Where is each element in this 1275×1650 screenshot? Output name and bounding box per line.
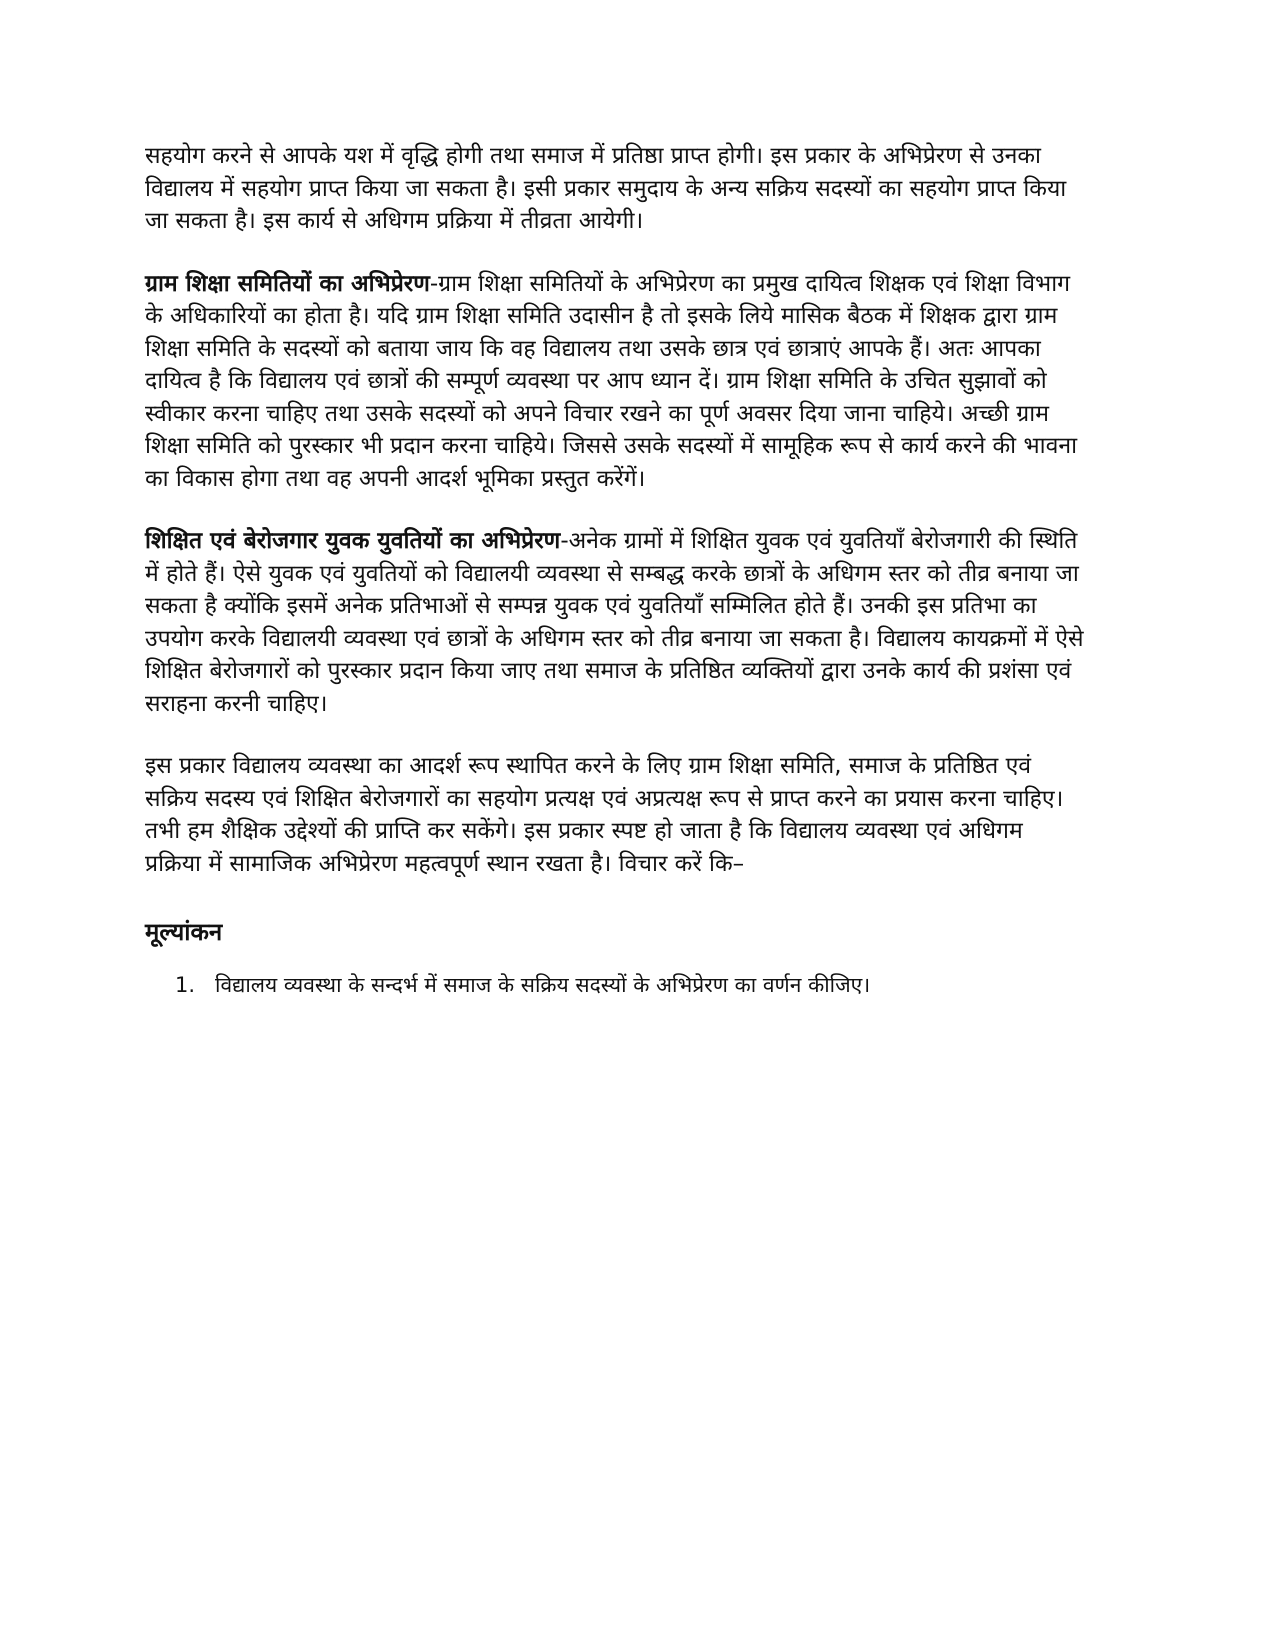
- paragraph-text: सहयोग करने से आपके यश में वृद्धि होगी तथा समाज में प्रतिष्ठा प्राप्त होगी। इस प्रकार के अभिप्रेरण से उनका विद्यालय में सहयोग प्राप्त किया जा सकता है। इसी प्रकार समुदाय के अन्य सक्रिय सदस्यों का सहयोग प्राप्त किया जा सकता है। इस कार्य से अधिगम प्रक्रिया में तीव्रता आयेगी।: [145, 143, 1067, 234]
- paragraph-community-cooperation: [145, 140, 1085, 238]
- question-number: 1.: [175, 973, 196, 997]
- paragraph-lead: शिक्षित एवं बेरोजगार युवक युवतियों का अभिप्रेरण: [145, 528, 561, 554]
- paragraph-text: -ग्राम शिक्षा समितियों के अभिप्रेरण का प्रमुख दायित्व शिक्षक एवं शिक्षा विभाग के अधिकारियों का होता है। यदि ग्राम शिक्षा समिति उदासीन है तो इसके लिये मासिक बैठक में शिक्षक द्वारा ग्राम शिक्षा समिति के सदस्यों को बताया जाय कि वह विद्यालय तथा उसके छात्र एवं छात्राएं आपके हैं। अतः आपका दायित्व है कि विद्यालय एवं छात्रों की सम्पूर्ण व्यवस्था पर आप ध्यान दें। ग्राम शिक्षा समिति के उचित सुझावों को स्वीकार करना चाहिए तथा उसके सदस्यों को अपने विचार रखने का पूर्ण अवसर दिया जाना चाहिये। अच्छी ग्राम शिक्षा समिति को पुरस्कार भी प्रदान करना चाहिये। जिससे उसके सदस्यों में सामूहिक रूप से कार्य करने की भावना का विकास होगा तथा वह अपनी आदर्श भूमिका प्रस्तुत करेंगें।: [145, 270, 1078, 492]
- paragraph-village-education-committee: [145, 268, 1085, 496]
- paragraph-text: -अनेक ग्रामों में शिक्षित युवक एवं युवतियाँ बेरोजगारी की स्थिति में होते हैं। ऐसे युवक एवं युवतियों को विद्यालयी व्यवस्था से सम्बद्ध करके छात्रों के अधिगम स्तर को तीव्र बनाया जा सकता है क्योंकि इसमें अनेक प्रतिभाओं से सम्पन्न युवक एवं युवतियाँ सम्मिलित होते हैं। उनकी इस प्रतिभा का उपयोग करके विद्यालयी व्यवस्था एवं छात्रों के अधिगम स्तर को तीव्र बनाया जा सकता है। विद्यालय कायक्रमों में ऐसे शिक्षित बेरोजगारों को पुरस्कार प्रदान किया जाए तथा समाज के प्रतिष्ठित व्यक्तियों द्वारा उनके कार्य की प्रशंसा एवं सराहना करनी चाहिए।: [145, 528, 1084, 717]
- paragraph-text: इस प्रकार विद्यालय व्यवस्था का आदर्श रूप स्थापित करने के लिए ग्राम शिक्षा समिति, समाज के प्रतिष्ठित एवं सक्रिय सदस्य एवं शिक्षित बेरोजगारों का सहयोग प्रत्यक्ष एवं अप्रत्यक्ष रूप से प्राप्त करने का प्रयास करना चाहिए। तभी हम शैक्षिक उद्देश्यों की प्राप्ति कर सकेंगे। इस प्रकार स्पष्ट हो जाता है कि विद्यालय व्यवस्था एवं अधिगम प्रक्रिया में सामाजिक अभिप्रेरण महत्वपूर्ण स्थान रखता है। विचार करें कि–: [145, 753, 1064, 877]
- paragraph-educated-unemployed-youth: [145, 525, 1085, 720]
- paragraph-conclusion: [145, 750, 1085, 880]
- question-item: [175, 970, 1085, 1000]
- question-text: विद्यालय व्यवस्था के सन्दर्भ में समाज के सक्रिय सदस्यों के अभिप्रेरण का वर्णन कीजिए।: [215, 973, 871, 997]
- document-page: [145, 140, 1085, 1000]
- section-heading-evaluation: मूल्यांकन: [145, 918, 223, 946]
- question-list: [145, 970, 1085, 1000]
- paragraph-lead: ग्राम शिक्षा समितियों का अभिप्रेरण: [145, 270, 430, 297]
